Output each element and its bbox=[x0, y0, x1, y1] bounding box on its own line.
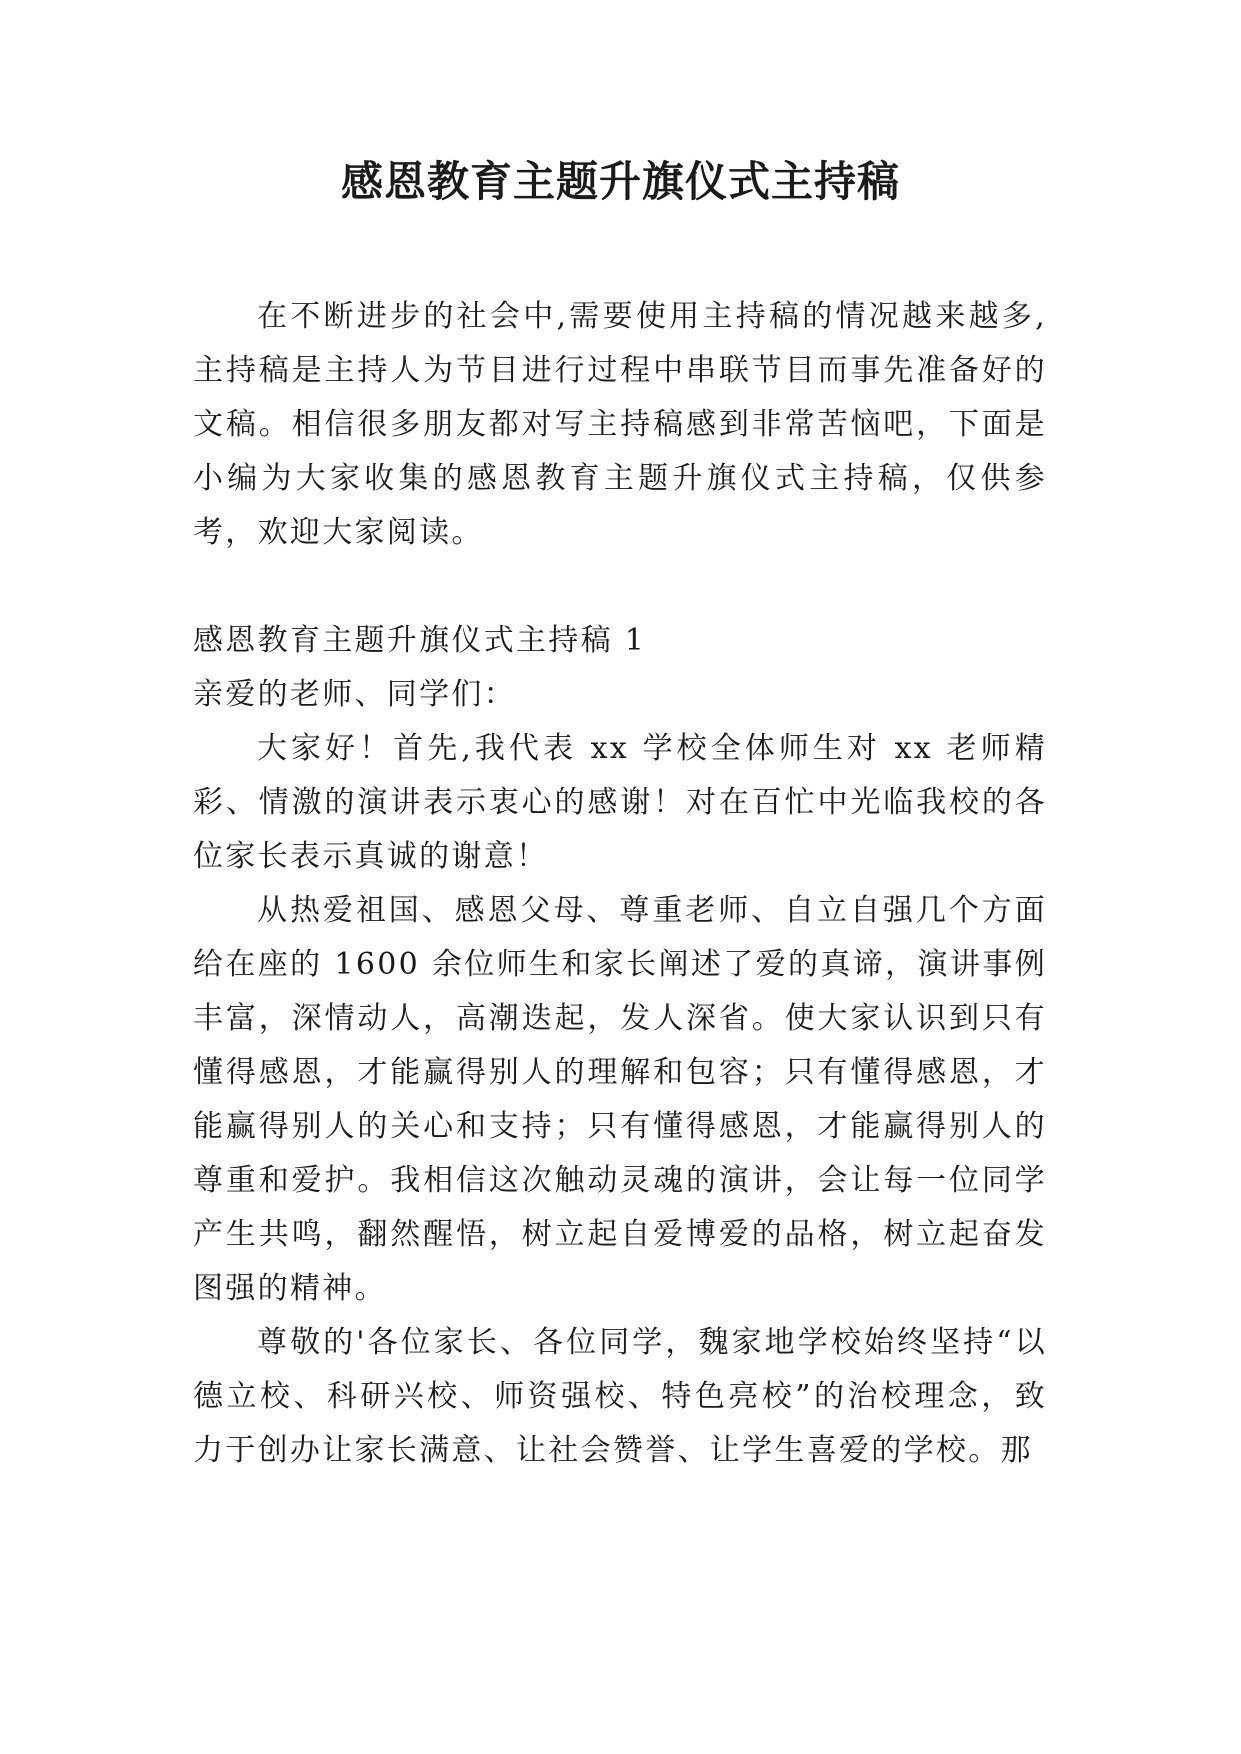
document-body bbox=[193, 290, 1047, 1478]
body-paragraph: 大家好！首先,我代表 xx 学校全体师生对 xx 老师精彩、情激的演讲表示衷心的感谢！对在百忙中光临我校的各位家长表示真诚的谢意！ bbox=[193, 731, 1047, 874]
intro-paragraph: 在不断进步的社会中,需要使用主持稿的情况越来越多,主持稿是主持人为节目进行过程中串联节目而事先准备好的文稿。相信很多朋友都对写主持稿感到非常苦恼吧，下面是小编为大家收集的感恩教育主题升旗仪式主持稿，仅供参考，欢迎大家阅读。 bbox=[193, 299, 1047, 550]
document-title: 感恩教育主题升旗仪式主持稿 bbox=[340, 157, 900, 206]
section-heading: 感恩教育主题升旗仪式主持稿 1 bbox=[193, 623, 647, 658]
body-paragraph: 尊敬的'各位家长、各位同学，魏家地学校始终坚持“以德立校、科研兴校、师资强校、特色亮校”的治校理念，致力于创办让家长满意、让社会赞誉、让学生喜爱的学校。那 bbox=[193, 1325, 1047, 1468]
body-paragraph: 从热爱祖国、感恩父母、尊重老师、自立自强几个方面给在座的 1600 余位师生和家长阐述了爱的真谛，演讲事例丰富，深情动人，高潮迭起，发人深省。使大家认识到只有懂得感恩，才能赢得别人的理解和包容；只有懂得感恩，才能赢得别人的关心和支持；只有懂得感恩，才能赢得别人的尊重和爱护。我相信这次触动灵魂的演讲，会让每一位同学产生共鸣，翻然醒悟，树立起自爱博爱的品格，树立起奋发图强的精神。 bbox=[193, 893, 1047, 1306]
greeting-line: 亲爱的老师、同学们： bbox=[193, 677, 516, 712]
